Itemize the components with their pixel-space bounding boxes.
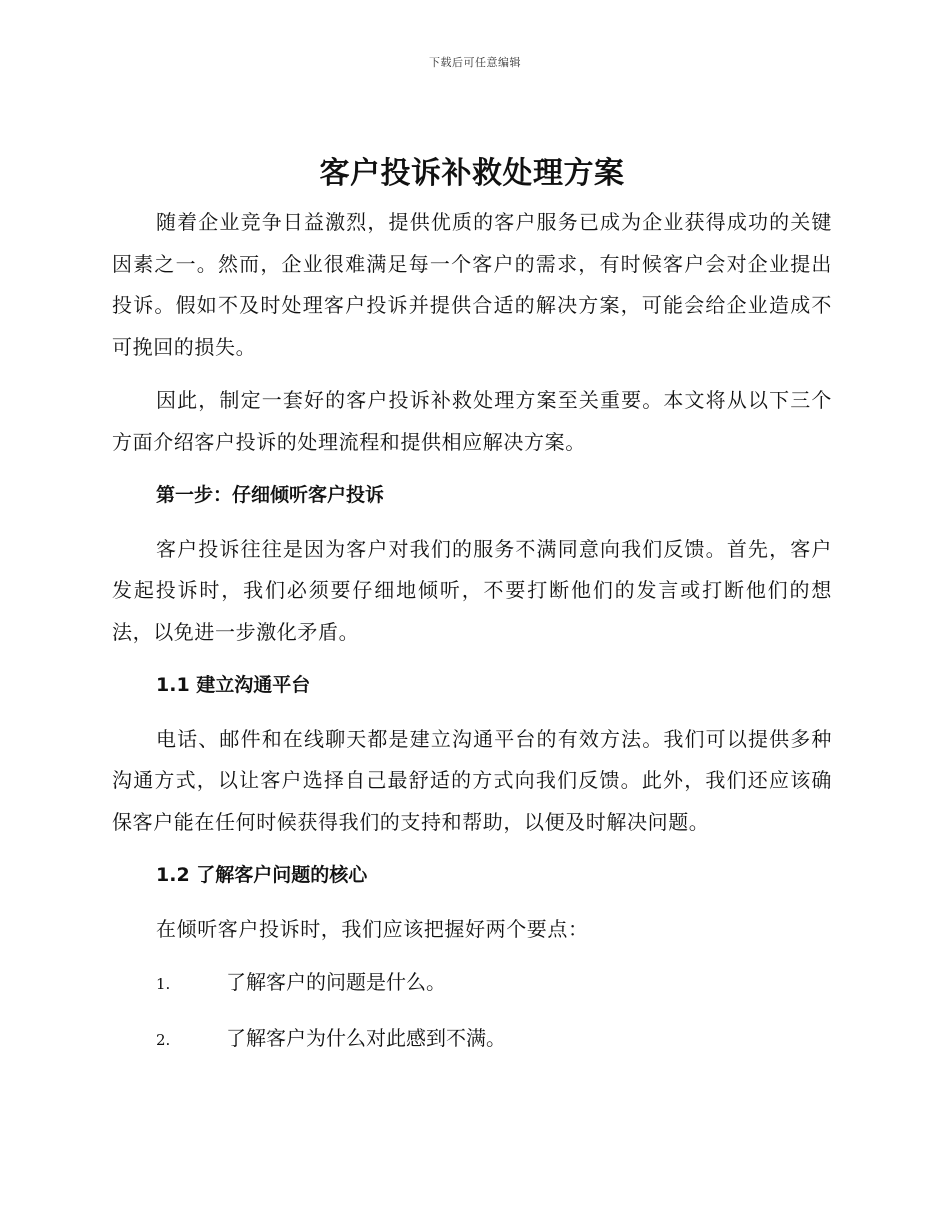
paragraph-intro: 随着企业竞争日益激烈，提供优质的客户服务已成为企业获得成功的关键因素之一。然而，企业很难满足每一个客户的需求，有时候客户会对企业提出投诉。假如不及时处理客户投诉并提供合适的解决方案，可能会给企业造成不可挽回的损失。 <box>112 210 832 359</box>
heading-section-1-1: 1.1 建立沟通平台 <box>156 674 311 696</box>
list-item-text: 了解客户的问题是什么。 <box>226 970 446 994</box>
paragraph-step1: 客户投诉往往是因为客户对我们的服务不满同意向我们反馈。首先，客户发起投诉时，我们必须要仔细地倾听，不要打断他们的发言或打断他们的想法，以免进一步激化矛盾。 <box>112 536 832 644</box>
header-note: 下载后可任意编辑 <box>429 56 521 69</box>
heading-step1: 第一步：仔细倾听客户投诉 <box>156 484 385 506</box>
heading-section-1-2: 1.2 了解客户问题的核心 <box>156 864 368 886</box>
list-item-number: 1. <box>156 975 171 993</box>
list-item <box>112 1018 832 1062</box>
paragraph-purpose: 因此，制定一套好的客户投诉补救处理方案至关重要。本文将从以下三个方面介绍客户投诉的处理流程和提供相应解决方案。 <box>112 388 832 454</box>
list-item <box>112 962 832 1006</box>
list-item-number: 2. <box>156 1030 171 1049</box>
document-title: 客户投诉补救处理方案 <box>319 156 625 191</box>
paragraph-section-1-1: 电话、邮件和在线聊天都是建立沟通平台的有效方法。我们可以提供多种沟通方式，以让客户选择自己最舒适的方式向我们反馈。此外，我们还应该确保客户能在任何时候获得我们的支持和帮助，以便及时解决问题。 <box>112 726 832 834</box>
paragraph-section-1-2: 在倾听客户投诉时，我们应该把握好两个要点： <box>156 916 589 941</box>
document-body <box>112 150 832 1073</box>
list-item-text: 了解客户为什么对此感到不满。 <box>226 1025 506 1050</box>
